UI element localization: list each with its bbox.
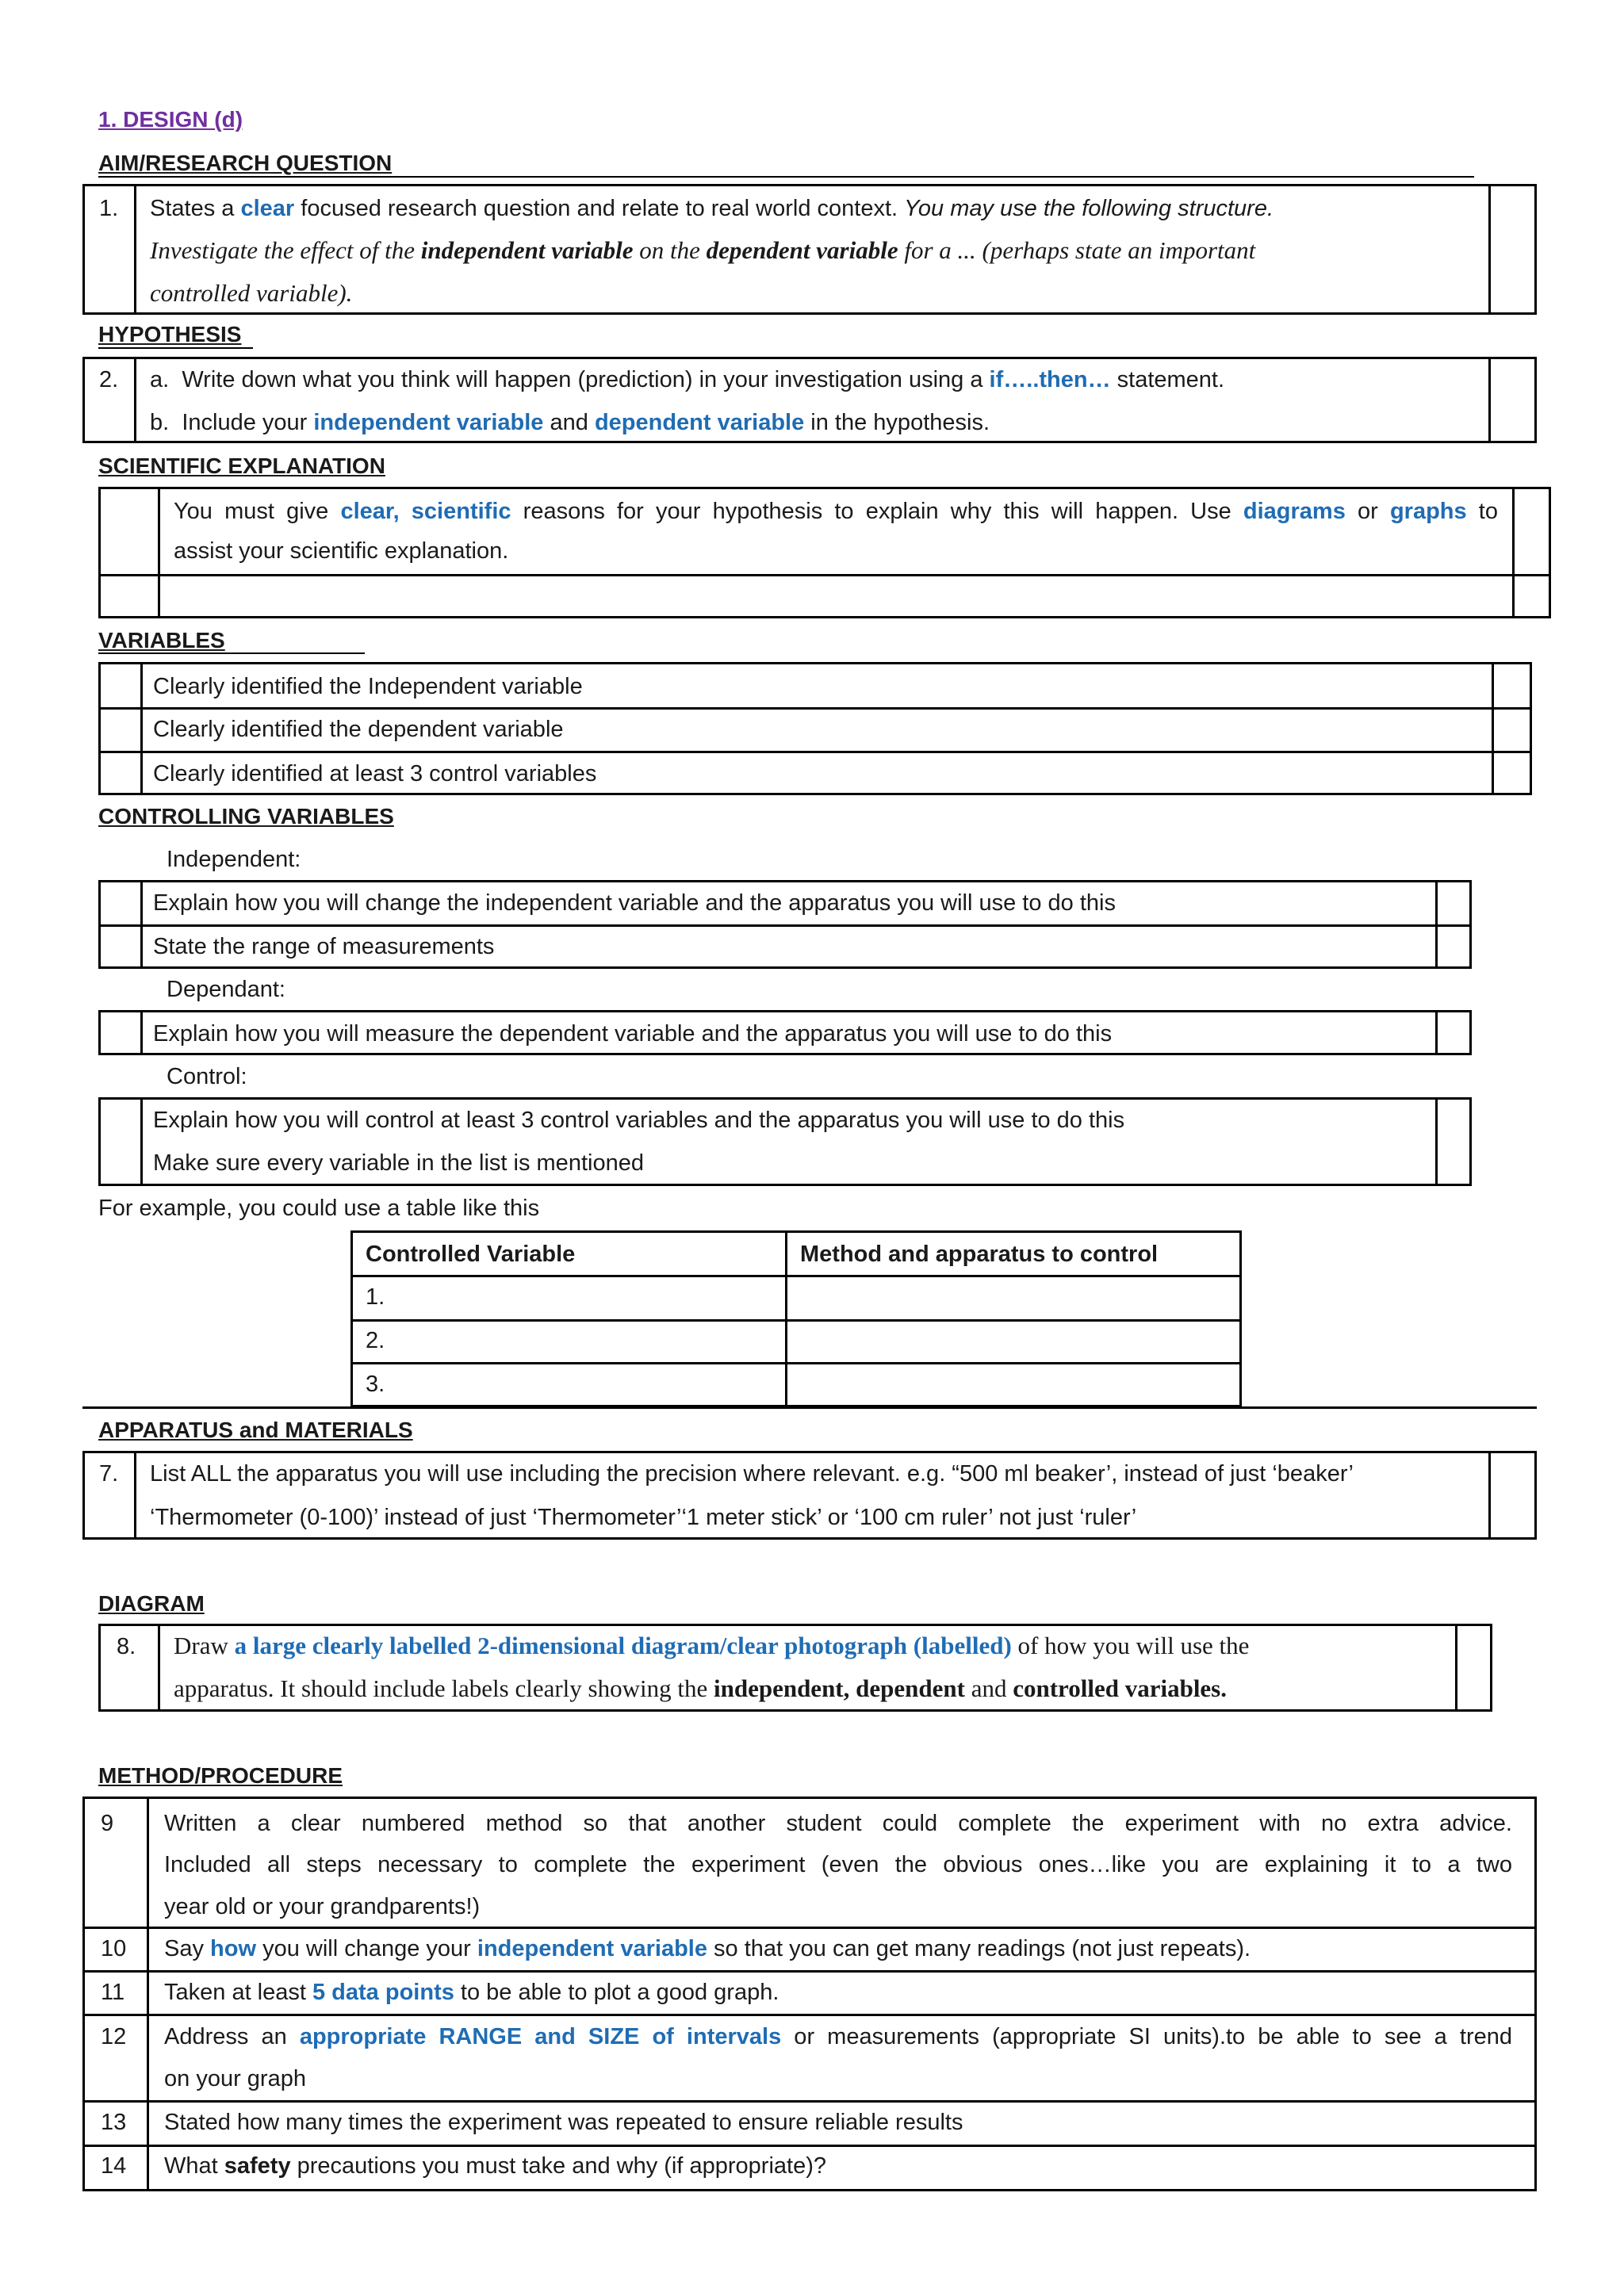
method-13: Stated how many times the experiment was repeated to ensure reliable results [164,2110,963,2135]
row-number: 10 [101,1936,127,1961]
control-table [98,1097,1472,1186]
scientific-line-2: assist your scientific explanation. [174,538,509,564]
hypothesis-line-a: a. Write down what you think will happen (prediction) in your investigation using a if…..then… statement. [150,367,1225,392]
method-10: Say how you will change your independent variable so that you can get many readings (not just repeats). [164,1936,1251,1961]
method-table [82,1797,1537,2191]
aim-line-1: States a clear focused research question and relate to real world context. You may use the following structure. [150,196,1274,221]
control-line-2: Make sure every variable in the list is mentioned [153,1150,644,1176]
diagram-row [98,1624,1492,1712]
section-scientific: SCIENTIFIC EXPLANATION [98,453,385,478]
aim-line-2: Investigate the effect of the independent variable on the dependent variable for a ... (perhaps state an important [150,236,1256,264]
independent-table [98,880,1472,969]
hypothesis-line-b: b. Include your independent variable and dependent variable in the hypothesis. [150,410,990,435]
example-row: 2. [366,1328,385,1353]
hypothesis-row [82,357,1537,443]
variables-table [98,662,1532,795]
dependant-label: Dependant: [167,977,285,1002]
method-12-line-1: Address an appropriate RANGE and SIZE of intervals or measurements (appropriate SI units).to be able to see a trend [164,2024,1512,2049]
apparatus-row [82,1451,1537,1540]
example-header: Method and apparatus to control [800,1242,1159,1267]
method-9-line-2: Included all steps necessary to complete the experiment (even the obvious ones…like you are explaining it to a two [164,1852,1512,1877]
row-number: 9 [101,1811,114,1836]
aim-line-3: controlled variable). [150,279,353,307]
dependant-table [98,1010,1472,1055]
apparatus-line-1: List ALL the apparatus you will use including the precision where relevant. e.g. “500 ml beaker’, instead of just ‘beaker’ [150,1461,1354,1487]
dependant-row: Explain how you will measure the dependent variable and the apparatus you will use to do this [153,1021,1113,1047]
row-number: 13 [101,2110,127,2135]
row-number: 1. [99,196,119,221]
scientific-row [98,487,1551,618]
section-diagram: DIAGRAM [98,1591,205,1616]
row-number: 12 [101,2024,127,2049]
example-text: For example, you could use a table like this [98,1196,540,1221]
diagram-line-2: apparatus. It should include labels clearly showing the independent, dependent and controlled variables. [174,1674,1227,1702]
variables-row: Clearly identified the dependent variable [153,717,564,742]
control-label: Control: [167,1064,247,1089]
row-number: 2. [99,367,119,392]
method-9-line-3: year old or your grandparents!) [164,1894,481,1919]
row-number: 11 [101,1980,125,2005]
control-line-1: Explain how you will control at least 3 control variables and the apparatus you will use to do this [153,1108,1125,1133]
row-number: 8. [117,1634,136,1659]
independent-label: Independent: [167,847,301,872]
method-9-line-1: Written a clear numbered method so that another student could complete the experiment with no extra advice. [164,1811,1512,1836]
independent-row: State the range of measurements [153,934,495,959]
apparatus-line-2: ‘Thermometer (0-100)’ instead of just ‘Thermometer’‘1 meter stick’ or ‘100 cm ruler’ not just ‘ruler’ [150,1505,1137,1530]
scientific-line-1: You must give clear, scientific reasons for your hypothesis to explain why this will happen. Use diagrams or graphs to [174,499,1498,524]
page-heading: 1. DESIGN (d) [98,107,243,132]
diagram-line-1: Draw a large clearly labelled 2-dimensional diagram/clear photograph (labelled) of how you will use the [174,1632,1250,1659]
variables-row: Clearly identified at least 3 control variables [153,761,597,786]
example-table [350,1230,1242,1407]
section-apparatus: APPARATUS and MATERIALS [98,1418,413,1442]
row-number: 7. [99,1461,119,1487]
example-row: 1. [366,1284,385,1310]
variables-row: Clearly identified the Independent variable [153,674,583,699]
method-12-line-2: on your graph [164,2066,306,2091]
section-hypothesis: HYPOTHESIS [98,322,242,346]
example-row: 3. [366,1372,385,1397]
section-controlling: CONTROLLING VARIABLES [98,804,394,828]
section-aim: AIM/RESEARCH QUESTION [98,151,393,175]
method-14: What safety precautions you must take and why (if appropriate)? [164,2153,826,2179]
row-number: 14 [101,2153,127,2179]
aim-row [82,184,1537,315]
section-variables: VARIABLES [98,628,225,652]
section-method: METHOD/PROCEDURE [98,1763,343,1788]
independent-row: Explain how you will change the independent variable and the apparatus you will use to do this [153,890,1116,916]
method-11: Taken at least 5 data points to be able to plot a good graph. [164,1980,779,2005]
example-header: Controlled Variable [366,1242,576,1267]
